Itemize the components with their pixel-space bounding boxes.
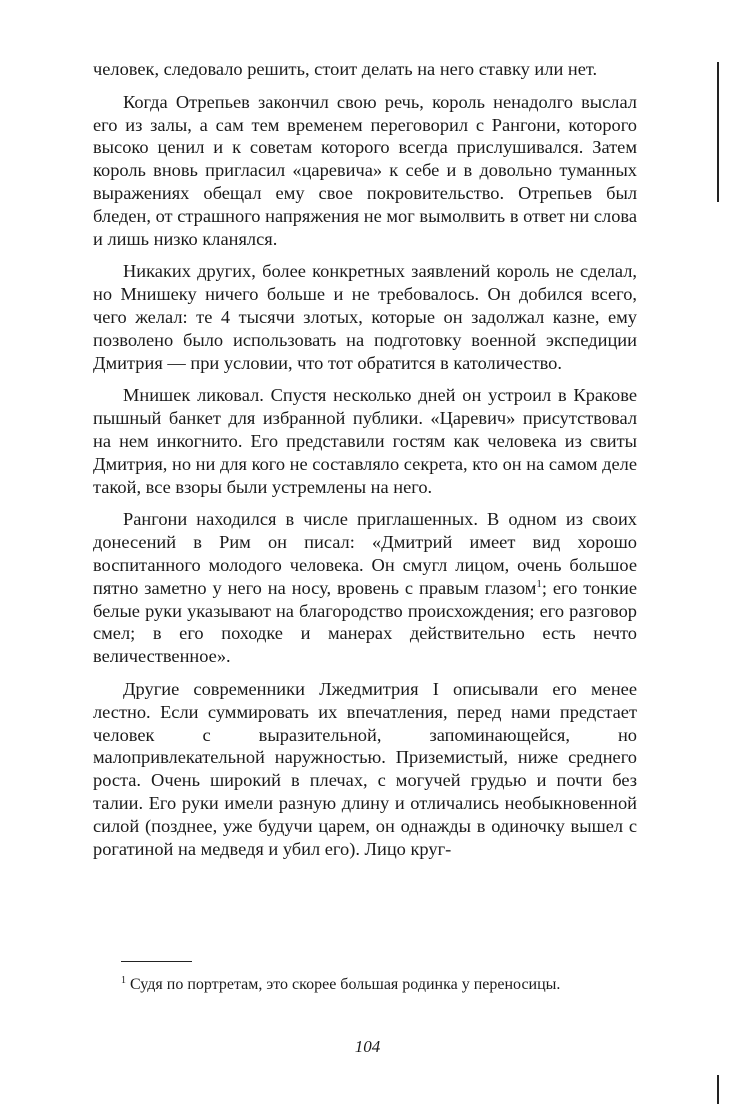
- scan-edge-mark-bottom: [717, 1075, 719, 1104]
- footnote-text: Судя по портретам, это скорее большая родинка у переносицы.: [130, 976, 561, 993]
- footnote-divider: [121, 961, 192, 962]
- paragraph-4: Мнишек ликовал. Спустя несколько дней он устроил в Кракове пышный банкет для избранной публики. «Царевич» присутствовал на нем инкогнито. Его представили гостям как человека из свиты Дмитрия, но ни для кого не составляло секрета, кто он на самом деле такой, все взоры были устремлены на него.: [93, 385, 637, 497]
- paragraph-3: Никаких других, более конкретных заявлений король не сделал, но Мнишеку ничего больше и не требовалось. Он добился всего, чего желал: те 4 тысячи злотых, которые он задолжал казне, ему позволено было использовать на подготовку военной экспедиции Дмитрия — при условии, что тот обратится в католичество.: [93, 261, 637, 373]
- paragraph-1: человек, следовало решить, стоит делать на него ставку или нет.: [93, 59, 598, 79]
- main-text: [93, 58, 637, 870]
- paragraph-2: Когда Отрепьев закончил свою речь, король ненадолго выслал его из залы, а сам тем временем переговорил с Рангони, которого высоко ценил и к советам которого всегда прислушивался. Затем король вновь пригласил «царевича» к себе и в довольно туманных выражениях обещал ему свое покровительство. Отрепьев был бледен, от страшного напряжения не мог вымолвить в ответ ни слова и лишь низко кланялся.: [93, 91, 637, 249]
- footnote-reference[interactable]: 1: [536, 577, 542, 590]
- footnote-mark: 1: [121, 974, 126, 986]
- scan-edge-mark-top: [717, 62, 719, 202]
- paragraph-5-text-after: ; его тонкие белые руки указывают на благородство происхождения; его разговор смел; в его походке и манерах действительно есть нечто величественное».: [93, 577, 637, 667]
- paragraph-5: [93, 508, 637, 668]
- paragraph-6: Другие современники Лжедмитрия I описывали его менее лестно. Если суммировать их впечатления, перед нами предстает человек с выразительной, запоминающейся, но малопривлекательной наружностью. Приземистый, ниже среднего роста. Очень широкий в плечах, с могучей грудью и почти без талии. Его руки имели разную длину и отличались необыкновенной силой (позднее, уже будучи царем, он однажды в одиночку вышел с рогатиной на медведя и убил его). Лицо круг-: [93, 678, 637, 859]
- paragraph-5-text-before: Рангони находился в числе приглашенных. В одном из своих донесений в Рим он писал: «Дмитрий имеет вид хорошо воспитанного молодого человека. Он смугл лицом, очень большое пятно заметно у него на носу, вровень с правым глазом: [93, 509, 637, 598]
- page-number: 104: [354, 1037, 381, 1056]
- footnote: [93, 975, 637, 995]
